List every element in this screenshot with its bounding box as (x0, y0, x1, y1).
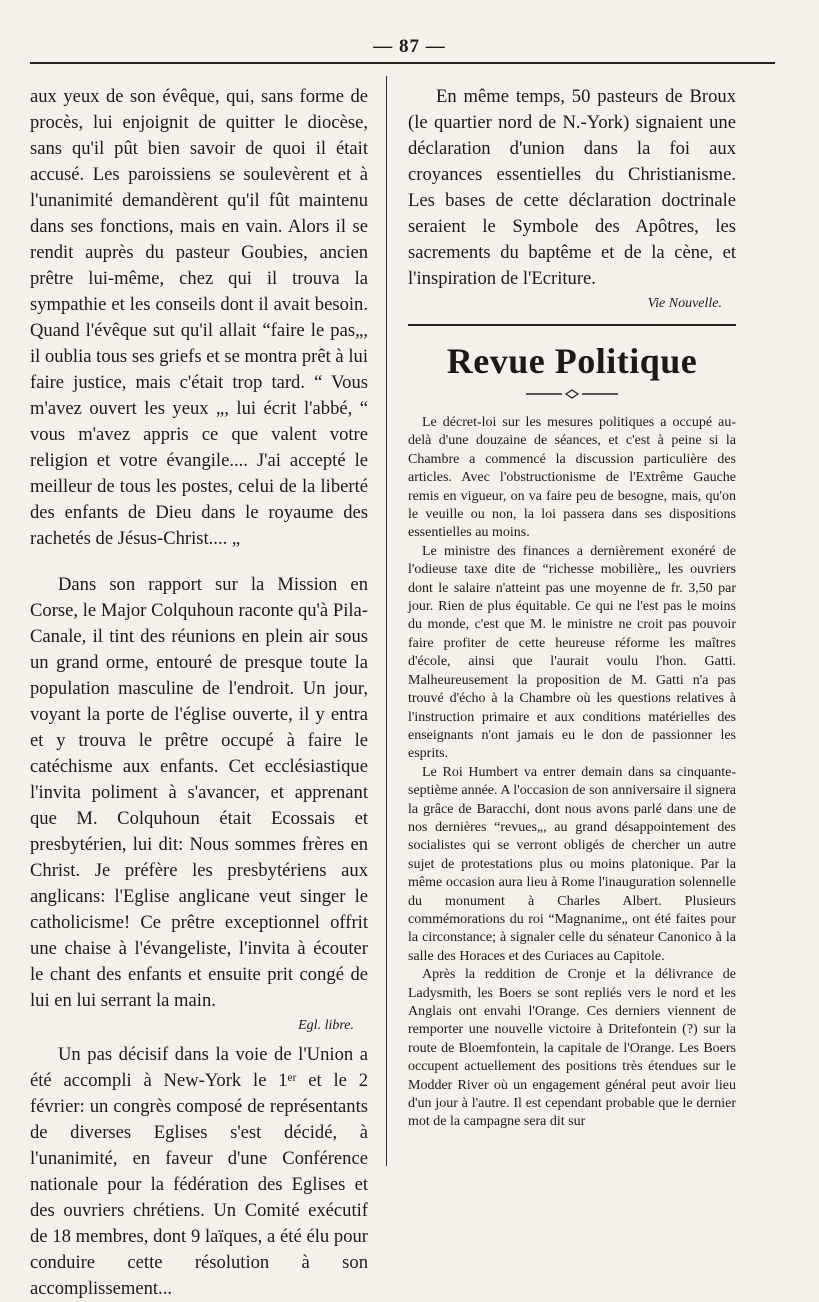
section-rule (408, 324, 736, 326)
revue-politique-body (408, 414, 736, 1132)
left-column (30, 84, 368, 1302)
revue-paragraph-2: Le ministre des finances a dernièrement exonéré de l'odieuse taxe dite de “richesse mobilière„ les ouvriers dont le salaire n'atteint pas une moyenne de fr. 3,50 par jour. Rien de plus équitable. Ce qui ne l'est pas le moins du monde, c'est que M. le ministre ne croit pas pouvoir faire profiter de cette heureuse réforme les maîtres d'école, ainsi que l'aurait voulu l'hon. Gatti. Malheureusement la proposition de M. Gatti n'a pas trouvé d'écho à la Chambre où les questions relatives à l'instruction primaire et aux conditions matérielles des enseignants n'ont jamais eu le don de passionner les esprits. (408, 543, 736, 762)
right-intro-paragraph: En même temps, 50 pasteurs de Broux (le quartier nord de N.-York) signaient une déclaration d'union dans la foi aux croyances essentielles du Christianisme. Les bases de cette déclaration doctrinale seraient le Symbole des Apôtres, les sacrements du baptême et de la cène, et l'inspiration de l'Ecriture. (408, 86, 736, 289)
header-rule (30, 62, 775, 64)
column-divider (386, 76, 387, 1166)
left-paragraph-2: Dans son rapport sur la Mission en Corse, le Major Colquhoun raconte qu'à Pila-Canale, il tint des réunions en plein air sous un grand orme, entouré de presque toute la population masculine de l'endroit. Un jour, voyant la porte de l'église ouverte, il y entra et y trouva le prêtre occupé à faire le catéchisme aux enfants. Cet ecclésiastique l'invita poliment à s'avancer, et apprenant que M. Colquhoun était Ecossais et presbytérien, lui dit: Nous sommes frères en Christ. Je préfère les presbytériens aux anglicans: l'Eglise anglicane veut singer le catholicisme! Ce prêtre exceptionnel offrit une chaise à l'évangeliste, l'invita à écouter le chant des enfants et ensuite prit congé de lui en lui serrant la main. (30, 574, 368, 1011)
left-paragraph-3: Un pas décisif dans la voie de l'Union a été accompli à New-York le 1ᵉʳ et le 2 février: un congrès composé de représentants de diverses Eglises s'est décidé, à l'unanimité, en faveur d'une Conférence nationale pour la fédération des Eglises et des ouvriers chrétiens. Un Comité exécutif de 18 membres, dont 9 laïques, a été élu pour conduire cette résolution à son accomplissement... (30, 1044, 368, 1299)
revue-paragraph-4: Après la reddition de Cronje et la délivrance de Ladysmith, les Boers se sont repliés vers le nord et les Anglais ont envahi l'Orange. Ces derniers viennent de remporter une nouvelle victoire à Dritefontein (?) sur la route de Bloemfontein, la capitale de l'Orange. Les Boers occupent actuellement des positions très étendues sur le Modder River où un engagement général peut avoir lieu d'un jour à l'autre. Il est cependant probable que le dernier mot de la campagne sera dit sur (408, 967, 736, 1130)
revue-paragraph-3: Le Roi Humbert va entrer demain dans sa cinquante-septième année. A l'occasion de son anniversaire il signera la grâce de Baracchi, dont nous avons parlé dans une de nos dernières “revues„, au grand désappointement des socialistes qui se verront obligés de chercher un autre sujet de protestations plus ou moins platonique. Par la même occasion aura lieu à Rome l'inauguration solennelle du monument à Charles Albert. Plusieurs commémorations du roi “Magnanime„ ont été faites pour la circonstance; à signaler celle du sénateur Canonico à la salle des Horaces et des Curiaces au Capitole. (408, 764, 736, 964)
left-paragraph-1: aux yeux de son évêque, qui, sans forme de procès, lui enjoignit de quitter le diocèse, sans qu'il pût bien savoir de quoi il était accusé. Les paroissiens se soulevèrent et à l'unanimité demandèrent qu'il fût maintenu dans ses fonctions, mais en vain. Alors il se rendit auprès du pasteur Goubies, ancien prêtre lui-même, chez qui il trouva la sympathie et les conseils dont il avait besoin. Quand l'évêque sut qu'il allait “faire le pas„, il oublia tous ses griefs et se montra prêt à lui faire justice, mais c'était trop tard. “ Vous m'avez ouvert les yeux „, lui écrit l'abbé, “ vous m'avez appris ce que valent votre religion et votre évangile.... J'ai accepté le meilleur de tous les postes, celui de la liberté des enfants de Dieu dans le royaume des rachetés de Jésus-Christ.... „ (30, 86, 368, 549)
revue-paragraph-1: Le décret-loi sur les mesures politiques a occupé au-delà d'une douzaine de séances, et c'est à peine si la Chambre a commencé la discussion particulière des articles. Avec l'obstructionisme de l'Extrême Gauche remis en vigueur, on va faire peu de besogne, mais, qu'on le veuille ou non, la loi passera dans ses dispositions essentielles au moins. (408, 415, 736, 541)
section-title: Revue Politique (446, 341, 698, 381)
ornament-divider-icon (526, 388, 618, 400)
left-source-attribution: Egl. libre. (298, 1018, 354, 1033)
right-column (408, 84, 736, 1132)
page-number: — 87 — (373, 36, 446, 57)
right-source-attribution: Vie Nouvelle. (647, 296, 722, 311)
